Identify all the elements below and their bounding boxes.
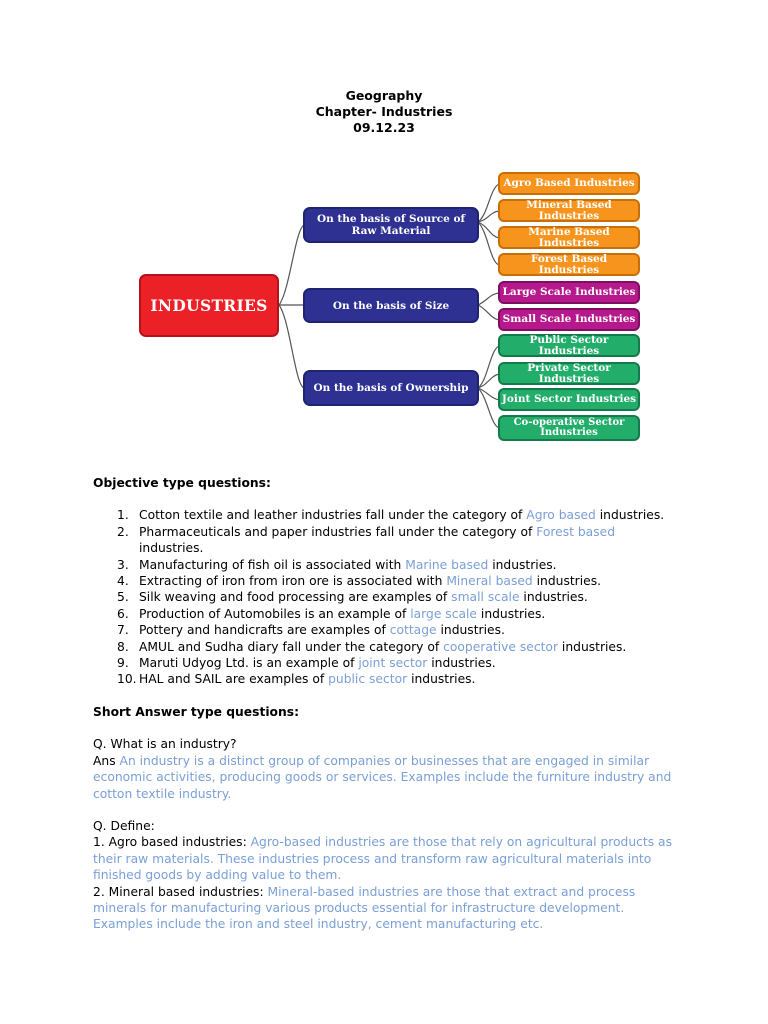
answer-fill: cottage (389, 623, 437, 638)
objective-question (93, 639, 683, 655)
definition-agro-based (93, 834, 683, 883)
objective-question (93, 589, 683, 605)
connector (478, 388, 499, 400)
question-text (139, 589, 588, 605)
question-stem: Manufacturing of fish oil is associated with (139, 557, 406, 572)
question-tail: industries. (407, 672, 476, 687)
objective-question (93, 606, 683, 622)
question-stem: Pharmaceuticals and paper industries fall under the category of (139, 524, 537, 539)
objective-section-title: Objective type questions: (93, 476, 271, 490)
question-tail: industries. (519, 590, 588, 605)
answer-fill: Agro based (526, 508, 596, 523)
leaf-agro-based: Agro Based Industries (498, 172, 640, 195)
leaf-private-sector: Private Sector Industries (498, 362, 640, 385)
answer-fill: Mineral based (446, 574, 533, 589)
question-number: 5. (117, 590, 129, 605)
leaf-joint-sector: Joint Sector Industries (498, 388, 640, 411)
objective-question (93, 671, 683, 687)
question-stem: Extracting of iron from iron ore is associated with (139, 574, 447, 589)
question-tail: industries. (532, 574, 602, 589)
leaf-large-scale: Large Scale Industries (498, 281, 640, 304)
question-number: 9. (117, 656, 129, 671)
question-number: 3. (117, 557, 129, 572)
connector (478, 222, 499, 265)
objective-question-list (93, 507, 683, 687)
objective-question (93, 655, 683, 671)
question-text (139, 671, 475, 687)
question-stem: AMUL and Sudha diary fall under the category of (139, 639, 444, 654)
connector (478, 211, 499, 222)
connector (279, 225, 304, 305)
answer-fill: Marine based (405, 557, 489, 572)
answer-what-is-industry (93, 753, 683, 802)
answer-fill: small scale (451, 590, 520, 605)
question-tail: industries. (488, 557, 557, 572)
question-define: Q. Define: (93, 818, 155, 833)
question-stem: Pottery and handicrafts are examples of (139, 623, 390, 638)
answer-fill: cooperative sector (443, 639, 559, 654)
question-text (139, 606, 545, 622)
definition-label: 1. Agro based industries: (93, 835, 251, 850)
objective-question (93, 507, 683, 523)
question-what-is-industry: Q. What is an industry? (93, 737, 237, 752)
question-number: 2. (117, 524, 129, 539)
question-number: 7. (117, 623, 129, 638)
question-stem: Cotton textile and leather industries fall under the category of (139, 508, 527, 523)
question-text (139, 655, 496, 671)
answer-text: An industry is a distinct group of companies or businesses that are engaged in similar economic activities, producing goods or services. Examples include the furniture industry and cotton textile industry. (93, 753, 672, 801)
question-text (139, 573, 601, 589)
answer-fill: joint sector (358, 656, 428, 671)
objective-question (93, 557, 683, 573)
leaf-marine-based: Marine Based Industries (498, 226, 640, 249)
objective-question (93, 622, 683, 638)
leaf-forest-based: Forest Based Industries (498, 253, 640, 276)
short-answer-section-title: Short Answer type questions: (93, 704, 299, 719)
branch-ownership: On the basis of Ownership (303, 370, 479, 406)
question-stem: Maruti Udyog Ltd. is an example of (139, 656, 359, 671)
question-text (139, 622, 505, 638)
answer-label: Ans (93, 753, 120, 768)
objective-question (93, 573, 683, 589)
question-text (139, 524, 683, 557)
answer-fill: large scale (410, 606, 477, 621)
branch-raw-material: On the basis of Source of Raw Material (303, 207, 479, 243)
question-number: 4. (117, 574, 129, 589)
leaf-small-scale: Small Scale Industries (498, 308, 640, 331)
branch-size: On the basis of Size (303, 288, 479, 323)
question-number: 10. (117, 672, 137, 687)
connector (279, 305, 304, 388)
questions-content (93, 475, 683, 933)
leaf-public-sector: Public Sector Industries (498, 334, 640, 357)
question-tail: industries. (477, 606, 546, 621)
chapter-title: Chapter- Industries (315, 104, 453, 119)
definition-mineral-based (93, 884, 683, 933)
question-number: 1. (117, 508, 129, 523)
connector (478, 374, 499, 388)
question-text (139, 639, 626, 655)
connector (478, 222, 499, 238)
answer-fill: Forest based (536, 524, 615, 539)
question-stem: Silk weaving and food processing are examples of (139, 590, 452, 605)
definition-text: Mineral-based industries are those that extract and process minerals for manufacturing various products essential for infrastructure development. Examples include the iron and steel industry, cement manufacturing etc. (93, 884, 636, 932)
subject-title: Geography (345, 88, 423, 103)
question-tail: industries. (427, 656, 496, 671)
question-text (139, 557, 557, 573)
definition-text: Agro-based industries are those that rely on agricultural products as their raw materials. These industries process and transform raw agricultural materials into finished goods by adding value to them. (93, 835, 672, 883)
leaf-cooperative-sector: Co-operative Sector Industries (498, 415, 640, 441)
question-tail: industries. (595, 508, 665, 523)
question-tail: industries. (436, 623, 505, 638)
question-stem: Production of Automobiles is an example of (139, 606, 411, 621)
definition-label: 2. Mineral based industries: (93, 884, 268, 899)
question-number: 6. (117, 606, 129, 621)
connector (478, 305, 499, 320)
question-text (139, 507, 664, 523)
industries-classification-diagram (0, 0, 768, 460)
question-stem: HAL and SAIL are examples of (139, 672, 329, 687)
root-node-industries: INDUSTRIES (139, 274, 279, 337)
leaf-mineral-based: Mineral Based Industries (498, 199, 640, 222)
objective-question (93, 524, 683, 557)
question-number: 8. (117, 639, 129, 654)
question-tail: industries. (558, 639, 627, 654)
answer-fill: public sector (328, 672, 408, 687)
question-tail: industries. (139, 541, 204, 556)
date: 09.12.23 (353, 120, 415, 135)
connector (478, 293, 499, 305)
